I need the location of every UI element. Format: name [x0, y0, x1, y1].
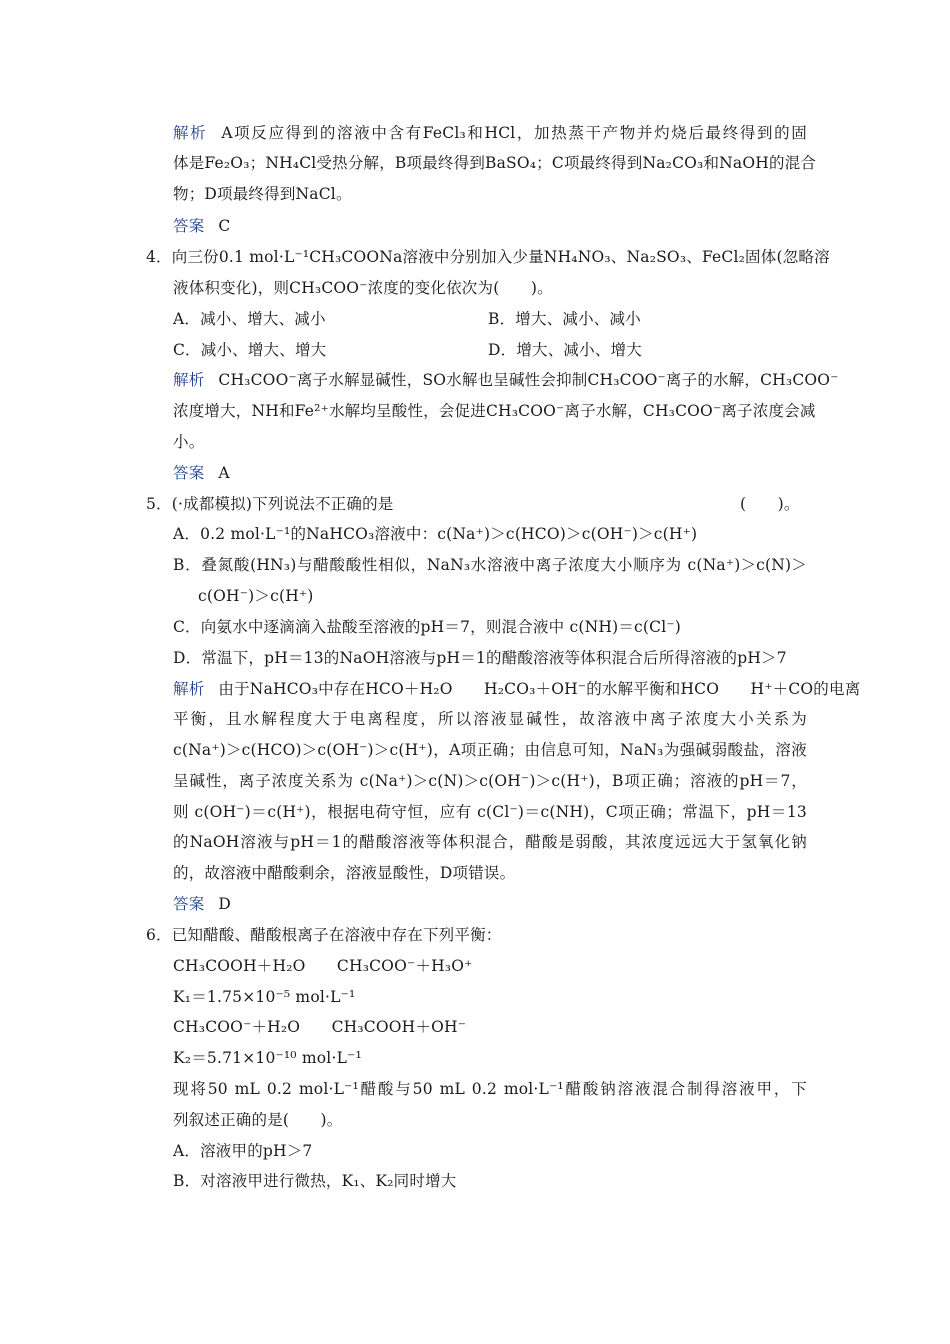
q5-option-c: C．向氨水中逐滴滴入盐酸至溶液的pH＝7，则混合液中 c(NH)＝c(Cl⁻): [173, 618, 682, 636]
q4-answer: 答案 A: [173, 464, 230, 482]
q6-text-line-2: 列叙述正确的是( )。: [173, 1111, 343, 1129]
q4-analysis-line-3: 小。: [173, 433, 205, 451]
answer-label: 答案: [173, 895, 205, 913]
q3-answer: 答案 C: [173, 217, 231, 235]
q6-text-line-1: 现将50 mL 0.2 mol·L⁻¹醋酸与50 mL 0.2 mol·L⁻¹醋酸钠溶液混合制得溶液甲，下: [173, 1080, 807, 1098]
answer-label: 答案: [173, 464, 205, 482]
q5-option-a: A．0.2 mol·L⁻¹的NaHCO₃溶液中：c(Na⁺)＞c(HCO)＞c(OH⁻)＞c(H⁺): [173, 525, 698, 543]
q5-answer-paren: ( )。: [740, 495, 800, 513]
q6-option-a: A．溶液甲的pH＞7: [173, 1142, 313, 1160]
q5-analysis-line-6: 的NaOH溶液与pH＝1的醋酸溶液等体积混合，醋酸是弱酸，其浓度远远大于氢氧化钠: [173, 833, 807, 851]
q5-analysis-line-4: 呈碱性，离子浓度关系为 c(Na⁺)＞c(N)＞c(OH⁻)＞c(H⁺)，B项正确；溶液的pH＝7，: [173, 772, 807, 790]
q4-option-b: B．增大、减小、减小: [488, 310, 641, 328]
q5-answer: 答案 D: [173, 895, 232, 913]
q4-option-a: A．减小、增大、减小: [173, 310, 326, 328]
q4-option-c: C．减小、增大、增大: [173, 341, 327, 359]
q5-analysis-line-2: 平衡，且水解程度大于电离程度，所以溶液显碱性，故溶液中离子浓度大小关系为: [173, 710, 807, 728]
q5-analysis-line-1: 解析 由于NaHCO₃中存在HCO＋H₂O H₂CO₃＋OH⁻的水解平衡和HCO H⁺＋CO的电离: [173, 680, 861, 698]
q5-stem: 5．(·成都模拟)下列说法不正确的是: [146, 495, 394, 513]
analysis-label: 解析: [173, 371, 205, 389]
answer-label: 答案: [173, 217, 205, 235]
q5-option-d: D．常温下，pH＝13的NaOH溶液与pH＝1的醋酸溶液等体积混合后所得溶液的pH＞7: [173, 649, 787, 667]
q4-stem-line-1: 4．向三份0.1 mol·L⁻¹CH₃COONa溶液中分别加入少量NH₄NO₃、Na₂SO₃、FeCl₂固体(忽略溶: [146, 248, 830, 266]
q4-option-d: D．增大、减小、增大: [488, 341, 642, 359]
q6-stem: 6．已知醋酸、醋酸根离子在溶液中存在下列平衡：: [146, 926, 502, 944]
q6-k2: K₂＝5.71×10⁻¹⁰ mol·L⁻¹: [173, 1049, 362, 1067]
q6-k1: K₁＝1.75×10⁻⁵ mol·L⁻¹: [173, 988, 356, 1006]
q4-analysis-line-1: 解析 CH₃COO⁻离子水解显碱性，SO水解也呈碱性会抑制CH₃COO⁻离子的水解，CH₃COO⁻: [173, 371, 839, 389]
q5-analysis-line-3: c(Na⁺)＞c(HCO)＞c(OH⁻)＞c(H⁺)，A项正确；由信息可知，NaN₃为强碱弱酸盐，溶液: [173, 741, 807, 759]
q4-stem-line-2: 液体积变化)，则CH₃COO⁻浓度的变化依次为( )。: [173, 279, 553, 297]
q5-analysis-line-5: 则 c(OH⁻)＝c(H⁺)，根据电荷守恒，应有 c(Cl⁻)＝c(NH)，C项正确；常温下，pH＝13: [173, 803, 807, 821]
q5-option-b-line-1: B．叠氮酸(HN₃)与醋酸酸性相似，NaN₃水溶液中离子浓度大小顺序为 c(Na⁺)＞c(N)＞: [173, 556, 807, 574]
q6-equation-1: CH₃COOH＋H₂O CH₃COO⁻＋H₃O⁺: [173, 957, 473, 975]
analysis-label: 解析: [173, 124, 208, 142]
q4-analysis-line-2: 浓度增大，NH和Fe²⁺水解均呈酸性，会促进CH₃COO⁻离子水解，CH₃COO⁻离子浓度会减: [173, 402, 816, 420]
analysis-label: 解析: [173, 680, 205, 698]
q3-analysis-line-3: 物；D项最终得到NaCl。: [173, 185, 352, 203]
q3-analysis-line-2: 体是Fe₂O₃；NH₄Cl受热分解，B项最终得到BaSO₄；C项最终得到Na₂CO₃和NaOH的混合: [173, 154, 817, 172]
q5-option-b-line-2: c(OH⁻)＞c(H⁺): [198, 587, 314, 605]
q6-option-b: B．对溶液甲进行微热，K₁、K₂同时增大: [173, 1172, 457, 1190]
q5-analysis-line-7: 的，故溶液中醋酸剩余，溶液显酸性，D项错误。: [173, 864, 516, 882]
q6-equation-2: CH₃COO⁻＋H₂O CH₃COOH＋OH⁻: [173, 1018, 467, 1036]
q3-analysis-line-1: 解析 A项反应得到的溶液中含有FeCl₃和HCl，加热蒸干产物并灼烧后最终得到的固: [173, 124, 807, 142]
